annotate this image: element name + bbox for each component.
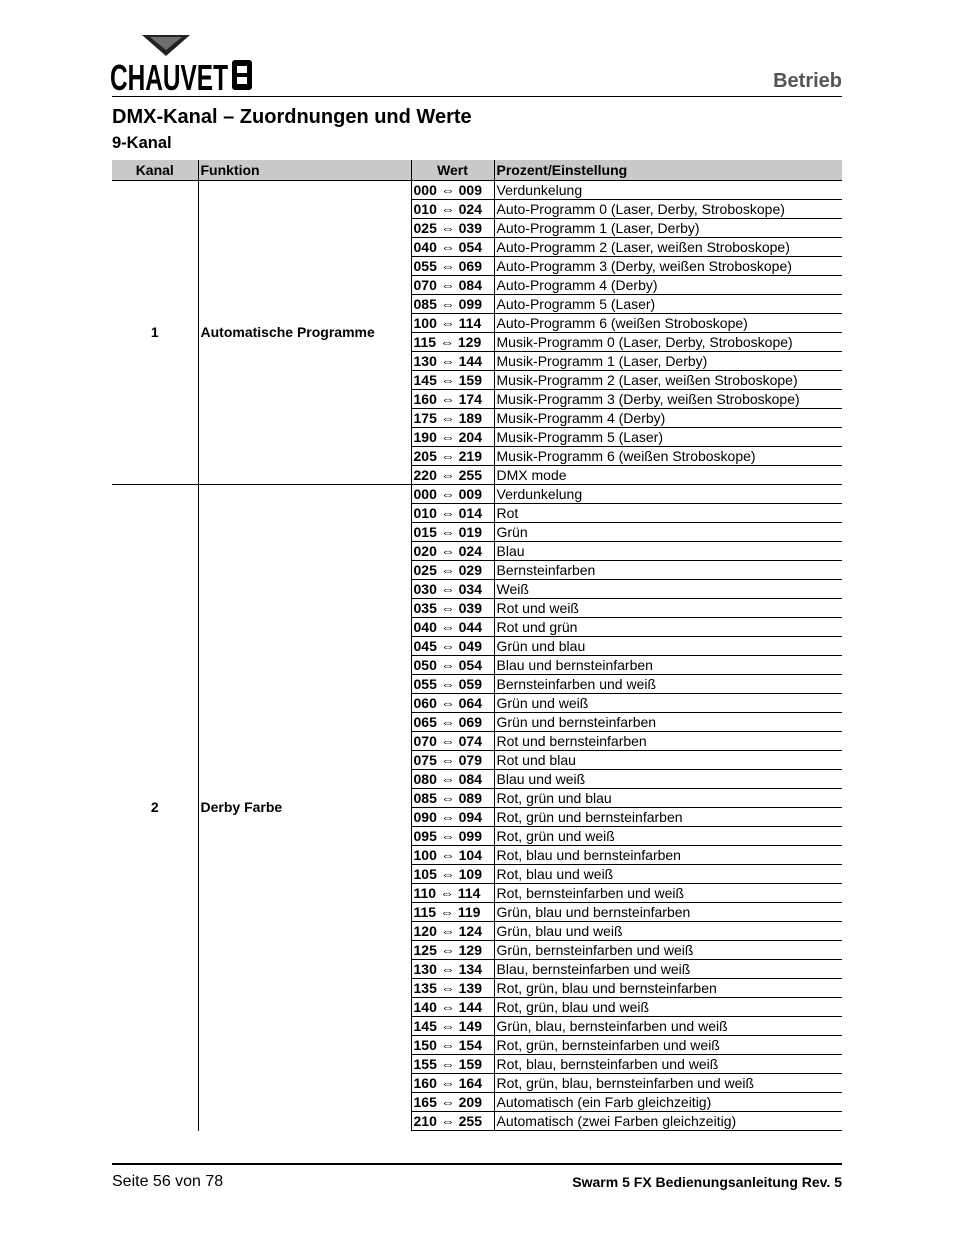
svg-text:CHAUVET: CHAUVET — [110, 57, 228, 98]
wert-cell: 020 ⇔ 024 — [411, 542, 494, 561]
einstellung-cell: DMX mode — [494, 466, 842, 485]
einstellung-cell: Grün und bernsteinfarben — [494, 713, 842, 732]
wert-cell: 090 ⇔ 094 — [411, 808, 494, 827]
einstellung-cell: Musik-Programm 4 (Derby) — [494, 409, 842, 428]
einstellung-cell: Rot, grün und bernsteinfarben — [494, 808, 842, 827]
header-prozent: Prozent/Einstellung — [494, 160, 842, 181]
wert-cell: 205 ⇔ 219 — [411, 447, 494, 466]
wert-cell: 015 ⇔ 019 — [411, 523, 494, 542]
header-kanal: Kanal — [112, 160, 198, 181]
einstellung-cell: Blau, bernsteinfarben und weiß — [494, 960, 842, 979]
wert-cell: 025 ⇔ 039 — [411, 219, 494, 238]
einstellung-cell: Rot und bernsteinfarben — [494, 732, 842, 751]
einstellung-cell: Musik-Programm 1 (Laser, Derby) — [494, 352, 842, 371]
wert-cell: 115 ⇔ 119 — [411, 903, 494, 922]
einstellung-cell: Verdunkelung — [494, 181, 842, 200]
wert-cell: 070 ⇔ 084 — [411, 276, 494, 295]
wert-cell: 155 ⇔ 159 — [411, 1055, 494, 1074]
table-row — [112, 485, 842, 504]
wert-cell: 160 ⇔ 164 — [411, 1074, 494, 1093]
table-header-row — [112, 160, 842, 181]
einstellung-cell: Grün — [494, 523, 842, 542]
wert-cell: 175 ⇔ 189 — [411, 409, 494, 428]
einstellung-cell: Rot — [494, 504, 842, 523]
einstellung-cell: Grün, bernsteinfarben und weiß — [494, 941, 842, 960]
einstellung-cell: Bernsteinfarben — [494, 561, 842, 580]
einstellung-cell: Rot und weiß — [494, 599, 842, 618]
einstellung-cell: Rot, blau und bernsteinfarben — [494, 846, 842, 865]
wert-cell: 125 ⇔ 129 — [411, 941, 494, 960]
wert-cell: 070 ⇔ 074 — [411, 732, 494, 751]
wert-cell: 085 ⇔ 099 — [411, 295, 494, 314]
wert-cell: 000 ⇔ 009 — [411, 181, 494, 200]
einstellung-cell: Musik-Programm 3 (Derby, weißen Stroboskope) — [494, 390, 842, 409]
chauvet-dj-logo — [110, 32, 255, 98]
wert-cell: 165 ⇔ 209 — [411, 1093, 494, 1112]
wert-cell: 135 ⇔ 139 — [411, 979, 494, 998]
kanal-cell: 2 — [112, 485, 198, 1131]
einstellung-cell: Musik-Programm 5 (Laser) — [494, 428, 842, 447]
wert-cell: 100 ⇔ 104 — [411, 846, 494, 865]
wert-cell: 025 ⇔ 029 — [411, 561, 494, 580]
header-wert: Wert — [411, 160, 494, 181]
einstellung-cell: Rot, blau, bernsteinfarben und weiß — [494, 1055, 842, 1074]
page-subtitle: 9-Kanal — [112, 134, 172, 152]
wert-cell: 040 ⇔ 054 — [411, 238, 494, 257]
funktion-cell: Automatische Programme — [198, 181, 411, 485]
wert-cell: 085 ⇔ 089 — [411, 789, 494, 808]
wert-cell: 130 ⇔ 144 — [411, 352, 494, 371]
einstellung-cell: Rot, blau und weiß — [494, 865, 842, 884]
header-funktion: Funktion — [198, 160, 411, 181]
wert-cell: 010 ⇔ 024 — [411, 200, 494, 219]
wert-cell: 045 ⇔ 049 — [411, 637, 494, 656]
einstellung-cell: Rot, bernsteinfarben und weiß — [494, 884, 842, 903]
einstellung-cell: Rot und blau — [494, 751, 842, 770]
wert-cell: 145 ⇔ 159 — [411, 371, 494, 390]
einstellung-cell: Verdunkelung — [494, 485, 842, 504]
einstellung-cell: Rot, grün, blau, bernsteinfarben und weiß — [494, 1074, 842, 1093]
einstellung-cell: Musik-Programm 6 (weißen Stroboskope) — [494, 447, 842, 466]
wert-cell: 035 ⇔ 039 — [411, 599, 494, 618]
wert-cell: 115 ⇔ 129 — [411, 333, 494, 352]
einstellung-cell: Auto-Programm 0 (Laser, Derby, Stroboskope) — [494, 200, 842, 219]
page-title: DMX-Kanal – Zuordnungen und Werte — [112, 106, 472, 128]
wert-cell: 160 ⇔ 174 — [411, 390, 494, 409]
wert-cell: 210 ⇔ 255 — [411, 1112, 494, 1131]
wert-cell: 140 ⇔ 144 — [411, 998, 494, 1017]
einstellung-cell: Weiß — [494, 580, 842, 599]
einstellung-cell: Musik-Programm 2 (Laser, weißen Stroboskope) — [494, 371, 842, 390]
wert-cell: 190 ⇔ 204 — [411, 428, 494, 447]
wert-cell: 065 ⇔ 069 — [411, 713, 494, 732]
einstellung-cell: Rot, grün, blau und weiß — [494, 998, 842, 1017]
einstellung-cell: Grün, blau und bernsteinfarben — [494, 903, 842, 922]
einstellung-cell: Grün, blau und weiß — [494, 922, 842, 941]
wert-cell: 220 ⇔ 255 — [411, 466, 494, 485]
einstellung-cell: Auto-Programm 5 (Laser) — [494, 295, 842, 314]
wert-cell: 040 ⇔ 044 — [411, 618, 494, 637]
wert-cell: 060 ⇔ 064 — [411, 694, 494, 713]
wert-cell: 130 ⇔ 134 — [411, 960, 494, 979]
wert-cell: 095 ⇔ 099 — [411, 827, 494, 846]
kanal-cell: 1 — [112, 181, 198, 485]
einstellung-cell: Rot, grün und blau — [494, 789, 842, 808]
wert-cell: 055 ⇔ 069 — [411, 257, 494, 276]
einstellung-cell: Rot, grün, bernsteinfarben und weiß — [494, 1036, 842, 1055]
wert-cell: 030 ⇔ 034 — [411, 580, 494, 599]
einstellung-cell: Automatisch (zwei Farben gleichzeitig) — [494, 1112, 842, 1131]
einstellung-cell: Musik-Programm 0 (Laser, Derby, Stroboskope) — [494, 333, 842, 352]
wert-cell: 100 ⇔ 114 — [411, 314, 494, 333]
header-rule — [112, 96, 842, 97]
wert-cell: 080 ⇔ 084 — [411, 770, 494, 789]
wert-cell: 000 ⇔ 009 — [411, 485, 494, 504]
einstellung-cell: Grün und blau — [494, 637, 842, 656]
einstellung-cell: Blau — [494, 542, 842, 561]
einstellung-cell: Rot, grün, blau und bernsteinfarben — [494, 979, 842, 998]
funktion-cell: Derby Farbe — [198, 485, 411, 1131]
wert-cell: 055 ⇔ 059 — [411, 675, 494, 694]
einstellung-cell: Rot und grün — [494, 618, 842, 637]
einstellung-cell: Auto-Programm 4 (Derby) — [494, 276, 842, 295]
einstellung-cell: Blau und bernsteinfarben — [494, 656, 842, 675]
einstellung-cell: Auto-Programm 1 (Laser, Derby) — [494, 219, 842, 238]
einstellung-cell: Auto-Programm 2 (Laser, weißen Stroboskope) — [494, 238, 842, 257]
wert-cell: 150 ⇔ 154 — [411, 1036, 494, 1055]
einstellung-cell: Auto-Programm 6 (weißen Stroboskope) — [494, 314, 842, 333]
document-name: Swarm 5 FX Bedienungsanleitung Rev. 5 — [572, 1174, 842, 1190]
dmx-table — [112, 160, 842, 1131]
wert-cell: 010 ⇔ 014 — [411, 504, 494, 523]
wert-cell: 120 ⇔ 124 — [411, 922, 494, 941]
wert-cell: 145 ⇔ 149 — [411, 1017, 494, 1036]
einstellung-cell: Bernsteinfarben und weiß — [494, 675, 842, 694]
footer-rule — [112, 1163, 842, 1165]
einstellung-cell: Grün und weiß — [494, 694, 842, 713]
einstellung-cell: Rot, grün und weiß — [494, 827, 842, 846]
einstellung-cell: Auto-Programm 3 (Derby, weißen Stroboskope) — [494, 257, 842, 276]
einstellung-cell: Automatisch (ein Farb gleichzeitig) — [494, 1093, 842, 1112]
page-number: Seite 56 von 78 — [112, 1173, 224, 1190]
section-label: Betrieb — [773, 70, 842, 92]
wert-cell: 105 ⇔ 109 — [411, 865, 494, 884]
table-body — [112, 181, 842, 1131]
einstellung-cell: Blau und weiß — [494, 770, 842, 789]
wert-cell: 110 ⇔ 114 — [411, 884, 494, 903]
einstellung-cell: Grün, blau, bernsteinfarben und weiß — [494, 1017, 842, 1036]
wert-cell: 050 ⇔ 054 — [411, 656, 494, 675]
wert-cell: 075 ⇔ 079 — [411, 751, 494, 770]
table-row — [112, 181, 842, 200]
